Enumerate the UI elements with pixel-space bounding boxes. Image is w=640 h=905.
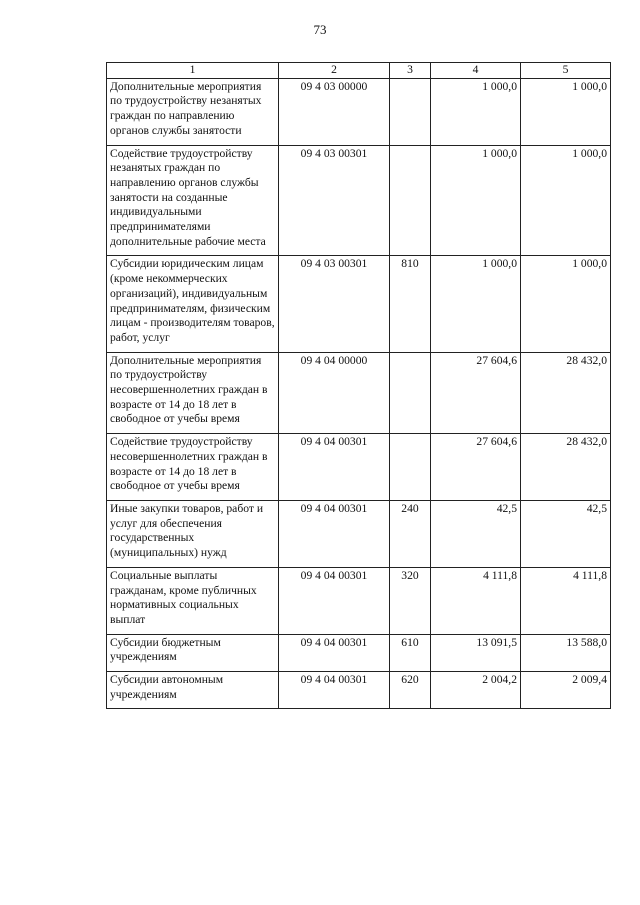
row-code: 09 4 04 00301 <box>279 434 390 501</box>
row-code: 09 4 03 00301 <box>279 145 390 256</box>
row-expense-type: 620 <box>390 672 431 709</box>
row-value-year-1: 1 000,0 <box>431 256 521 352</box>
row-value-year-1: 1 000,0 <box>431 78 521 145</box>
row-code: 09 4 03 00301 <box>279 256 390 352</box>
row-name: Субсидии юридическим лицам (кроме некоммерческих организаций), индивидуальным предпринимателям, физическим лицам - производителям товаров, работ, услуг <box>107 256 279 352</box>
budget-table <box>106 62 611 709</box>
row-expense-type <box>390 78 431 145</box>
row-value-year-2: 28 432,0 <box>521 434 611 501</box>
row-code: 09 4 04 00301 <box>279 500 390 567</box>
row-value-year-1: 4 111,8 <box>431 567 521 634</box>
row-value-year-2: 28 432,0 <box>521 352 611 434</box>
row-value-year-2: 13 588,0 <box>521 634 611 671</box>
row-value-year-1: 2 004,2 <box>431 672 521 709</box>
column-header-2: 2 <box>279 63 390 79</box>
row-code: 09 4 04 00301 <box>279 634 390 671</box>
row-value-year-2: 1 000,0 <box>521 145 611 256</box>
row-code: 09 4 04 00301 <box>279 567 390 634</box>
table-row <box>107 145 611 256</box>
column-header-4: 4 <box>431 63 521 79</box>
row-value-year-2: 1 000,0 <box>521 256 611 352</box>
row-expense-type: 810 <box>390 256 431 352</box>
row-expense-type: 610 <box>390 634 431 671</box>
row-expense-type <box>390 145 431 256</box>
row-code: 09 4 03 00000 <box>279 78 390 145</box>
row-code: 09 4 04 00000 <box>279 352 390 434</box>
row-value-year-1: 27 604,6 <box>431 434 521 501</box>
table-row <box>107 567 611 634</box>
row-value-year-2: 42,5 <box>521 500 611 567</box>
table-row <box>107 256 611 352</box>
row-expense-type: 240 <box>390 500 431 567</box>
table-header-row <box>107 63 611 79</box>
row-name: Социальные выплаты гражданам, кроме публичных нормативных социальных выплат <box>107 567 279 634</box>
row-value-year-1: 42,5 <box>431 500 521 567</box>
page-number: 73 <box>313 22 327 37</box>
row-value-year-2: 2 009,4 <box>521 672 611 709</box>
row-name: Иные закупки товаров, работ и услуг для обеспечения государственных (муниципальных) нужд <box>107 500 279 567</box>
table-row <box>107 78 611 145</box>
row-value-year-2: 4 111,8 <box>521 567 611 634</box>
table-row <box>107 434 611 501</box>
row-name: Дополнительные мероприятия по трудоустройству незанятых граждан по направлению органов службы занятости <box>107 78 279 145</box>
row-name: Субсидии бюджетным учреждениям <box>107 634 279 671</box>
row-value-year-1: 27 604,6 <box>431 352 521 434</box>
row-name: Дополнительные мероприятия по трудоустройству несовершеннолетних граждан в возрасте от 14 до 18 лет в свободное от учебы время <box>107 352 279 434</box>
column-header-3: 3 <box>390 63 431 79</box>
row-expense-type <box>390 352 431 434</box>
column-header-1: 1 <box>107 63 279 79</box>
row-value-year-1: 1 000,0 <box>431 145 521 256</box>
table-row <box>107 352 611 434</box>
row-value-year-2: 1 000,0 <box>521 78 611 145</box>
table-row <box>107 672 611 709</box>
table-row <box>107 500 611 567</box>
row-expense-type: 320 <box>390 567 431 634</box>
column-header-5: 5 <box>521 63 611 79</box>
row-code: 09 4 04 00301 <box>279 672 390 709</box>
row-expense-type <box>390 434 431 501</box>
row-name: Содействие трудоустройству несовершеннолетних граждан в возрасте от 14 до 18 лет в свободное от учебы время <box>107 434 279 501</box>
row-name: Субсидии автономным учреждениям <box>107 672 279 709</box>
row-name: Содействие трудоустройству незанятых граждан по направлению органов службы занятости на созданные индивидуальными предпринимателями дополнительные рабочие места <box>107 145 279 256</box>
table-row <box>107 634 611 671</box>
row-value-year-1: 13 091,5 <box>431 634 521 671</box>
